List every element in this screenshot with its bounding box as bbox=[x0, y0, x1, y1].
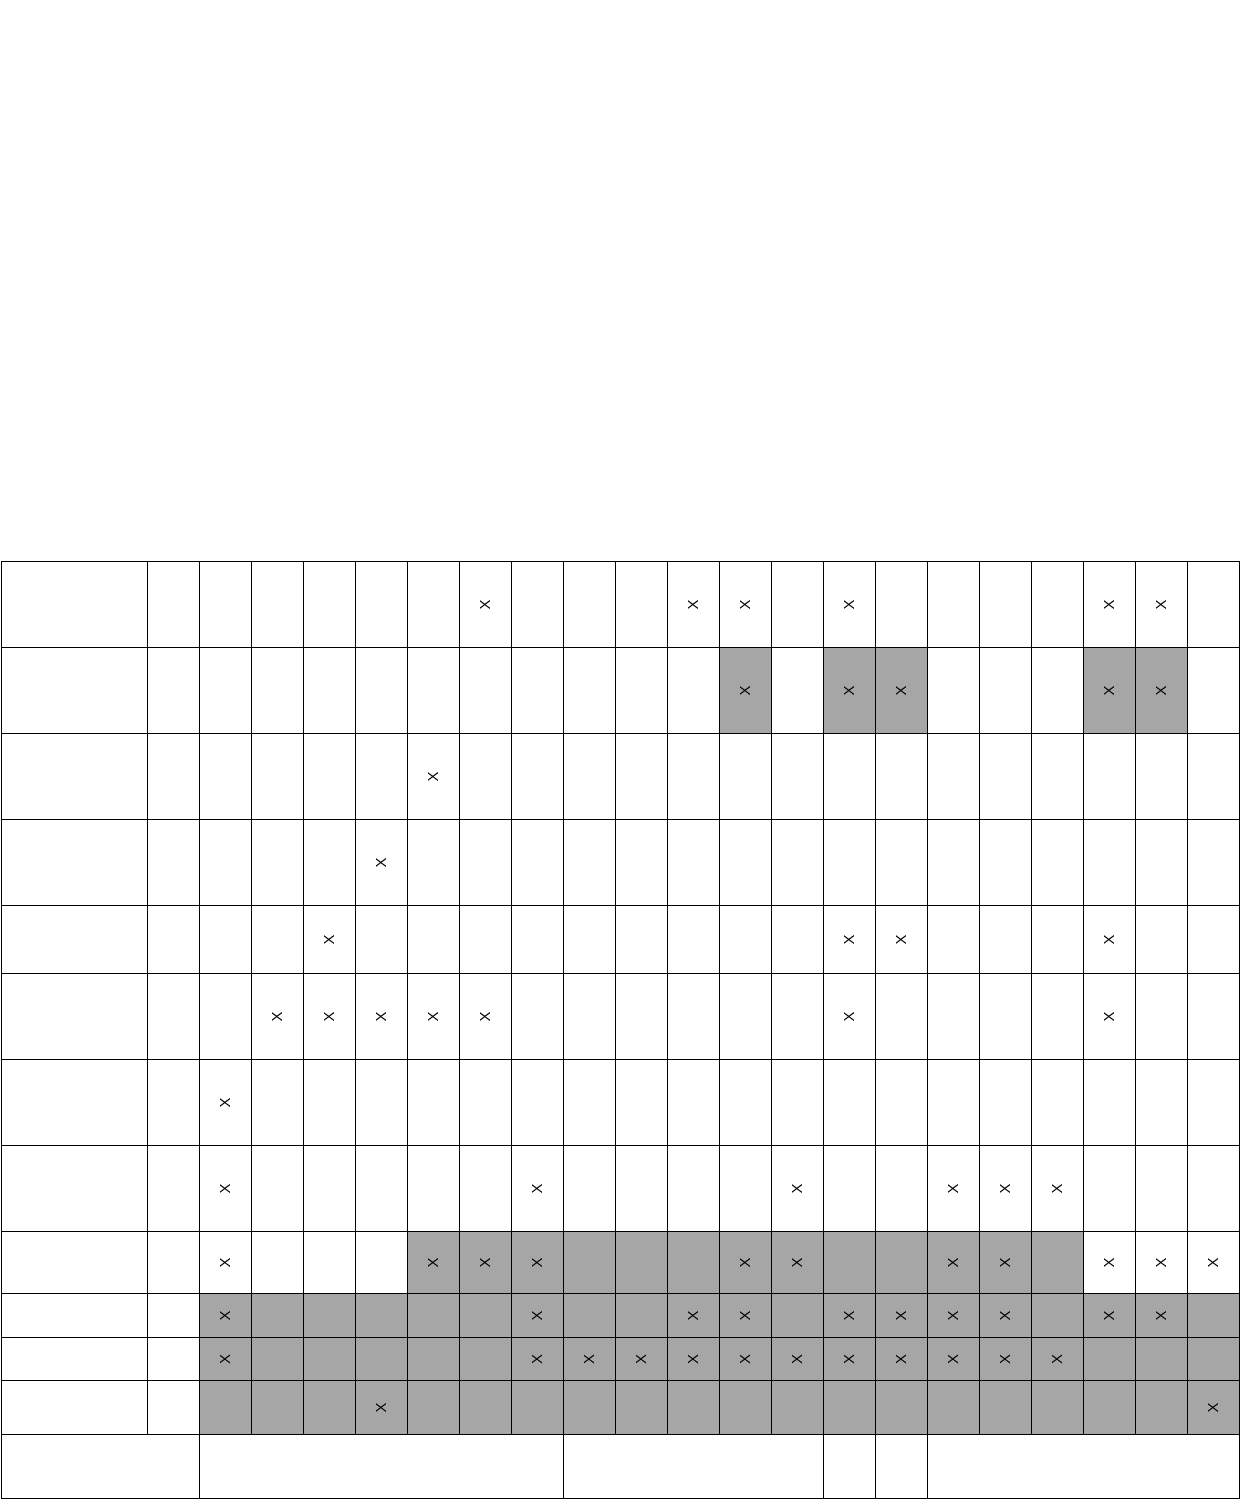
permitted-use-text bbox=[2, 1232, 148, 1294]
permission-cell bbox=[616, 1381, 668, 1435]
permission-cell bbox=[1188, 906, 1240, 974]
permission-mark: X bbox=[720, 648, 772, 734]
permission-mark: X bbox=[928, 1338, 980, 1381]
permission-cell bbox=[616, 562, 668, 648]
permission-cell bbox=[252, 1338, 304, 1381]
permission-cell bbox=[252, 1146, 304, 1232]
permission-cell bbox=[304, 1294, 356, 1338]
permission-mark: X bbox=[512, 1338, 564, 1381]
permission-cell bbox=[1188, 820, 1240, 906]
permission-mark: X bbox=[200, 1060, 252, 1146]
permission-cell bbox=[512, 734, 564, 820]
permission-cell bbox=[1188, 1338, 1240, 1381]
permission-cell bbox=[304, 1232, 356, 1294]
permission-cell bbox=[1136, 734, 1188, 820]
permission-cell bbox=[200, 562, 252, 648]
permission-cell bbox=[408, 1294, 460, 1338]
permitted-use-text bbox=[2, 648, 148, 734]
permission-cell bbox=[1136, 1060, 1188, 1146]
permission-cell bbox=[304, 562, 356, 648]
permission-mark: X bbox=[408, 1232, 460, 1294]
permitted-use-text bbox=[2, 734, 148, 820]
permission-cell bbox=[980, 906, 1032, 974]
permission-cell bbox=[408, 1381, 460, 1435]
permission-cell bbox=[980, 1060, 1032, 1146]
permission-cell bbox=[772, 734, 824, 820]
permission-mark: X bbox=[772, 1338, 824, 1381]
permission-cell bbox=[876, 820, 928, 906]
permission-mark: X bbox=[408, 974, 460, 1060]
permission-mark: X bbox=[1084, 648, 1136, 734]
row-number bbox=[148, 906, 200, 974]
permission-cell bbox=[252, 1294, 304, 1338]
permission-cell bbox=[1084, 734, 1136, 820]
permission-cell bbox=[304, 1381, 356, 1435]
permission-mark: X bbox=[824, 1294, 876, 1338]
permission-mark: X bbox=[1136, 562, 1188, 648]
permission-cell bbox=[668, 1232, 720, 1294]
row-number bbox=[148, 1232, 200, 1294]
permission-cell bbox=[564, 820, 616, 906]
permission-cell bbox=[1188, 734, 1240, 820]
permission-cell bbox=[1136, 1338, 1188, 1381]
permission-cell bbox=[772, 562, 824, 648]
permission-cell bbox=[356, 1146, 408, 1232]
permission-mark: X bbox=[1084, 906, 1136, 974]
permission-cell bbox=[616, 1232, 668, 1294]
permission-cell bbox=[1188, 1060, 1240, 1146]
permission-mark: X bbox=[928, 1146, 980, 1232]
permission-cell bbox=[564, 562, 616, 648]
permission-cell bbox=[460, 1381, 512, 1435]
permission-mark: X bbox=[1136, 1294, 1188, 1338]
permission-cell bbox=[616, 906, 668, 974]
permitted-uses-table bbox=[1, 561, 1240, 1499]
agency-column-header bbox=[2, 1435, 200, 1499]
permission-cell bbox=[1084, 1146, 1136, 1232]
permission-cell bbox=[668, 906, 720, 974]
permission-mark: X bbox=[512, 1232, 564, 1294]
permission-cell bbox=[616, 820, 668, 906]
permission-mark: X bbox=[824, 648, 876, 734]
permission-cell bbox=[252, 1232, 304, 1294]
permission-cell bbox=[356, 1294, 408, 1338]
permission-cell bbox=[512, 1060, 564, 1146]
permission-cell bbox=[1032, 734, 1084, 820]
permission-cell bbox=[1032, 974, 1084, 1060]
permission-mark: X bbox=[1084, 1294, 1136, 1338]
permission-cell bbox=[1188, 648, 1240, 734]
permission-cell bbox=[1188, 1294, 1240, 1338]
permission-cell bbox=[1032, 1060, 1084, 1146]
row-number bbox=[148, 734, 200, 820]
permission-cell bbox=[616, 974, 668, 1060]
permission-cell bbox=[252, 734, 304, 820]
permission-cell bbox=[616, 1060, 668, 1146]
permission-mark: X bbox=[616, 1338, 668, 1381]
permission-cell bbox=[460, 1338, 512, 1381]
permission-mark: X bbox=[1136, 648, 1188, 734]
agency-name-cell bbox=[928, 1435, 1240, 1499]
permission-mark: X bbox=[200, 1338, 252, 1381]
permitted-use-text bbox=[2, 1146, 148, 1232]
permission-mark: X bbox=[1032, 1146, 1084, 1232]
permission-cell bbox=[928, 906, 980, 974]
permission-cell bbox=[772, 1060, 824, 1146]
permission-cell bbox=[356, 906, 408, 974]
permission-cell bbox=[928, 648, 980, 734]
permission-cell bbox=[1032, 1381, 1084, 1435]
permitted-use-text bbox=[2, 1060, 148, 1146]
permission-mark: X bbox=[200, 1146, 252, 1232]
permission-mark: X bbox=[512, 1146, 564, 1232]
permission-cell bbox=[512, 648, 564, 734]
permission-cell bbox=[772, 974, 824, 1060]
permission-mark: X bbox=[720, 1338, 772, 1381]
permission-cell bbox=[616, 1294, 668, 1338]
permission-cell bbox=[1032, 906, 1084, 974]
permission-cell bbox=[252, 562, 304, 648]
permission-cell bbox=[1084, 820, 1136, 906]
permission-mark: X bbox=[304, 974, 356, 1060]
permission-mark: X bbox=[720, 562, 772, 648]
permission-cell bbox=[356, 1232, 408, 1294]
permission-mark: X bbox=[408, 734, 460, 820]
permission-cell bbox=[200, 974, 252, 1060]
permission-mark: X bbox=[1032, 1338, 1084, 1381]
permission-cell bbox=[824, 1381, 876, 1435]
permission-cell bbox=[824, 1146, 876, 1232]
agency-name-cell bbox=[824, 1435, 876, 1499]
permission-mark: X bbox=[772, 1232, 824, 1294]
permission-cell bbox=[876, 1232, 928, 1294]
permission-cell bbox=[668, 820, 720, 906]
permission-mark: X bbox=[356, 1381, 408, 1435]
permission-cell bbox=[1188, 974, 1240, 1060]
permitted-use-text bbox=[2, 1294, 148, 1338]
permission-cell bbox=[356, 648, 408, 734]
permission-mark: X bbox=[720, 1232, 772, 1294]
permission-cell bbox=[720, 1381, 772, 1435]
permission-cell bbox=[720, 906, 772, 974]
permission-cell bbox=[824, 1232, 876, 1294]
permission-cell bbox=[408, 1338, 460, 1381]
permission-cell bbox=[772, 820, 824, 906]
permission-mark: X bbox=[460, 974, 512, 1060]
permission-cell bbox=[720, 1146, 772, 1232]
permission-cell bbox=[772, 1381, 824, 1435]
permission-mark: X bbox=[876, 1294, 928, 1338]
permission-cell bbox=[772, 1294, 824, 1338]
permission-cell bbox=[460, 906, 512, 974]
permission-cell bbox=[252, 906, 304, 974]
permission-mark: X bbox=[668, 1294, 720, 1338]
permitted-use-text bbox=[2, 974, 148, 1060]
permission-cell bbox=[564, 974, 616, 1060]
permission-cell bbox=[876, 1146, 928, 1232]
permission-cell bbox=[200, 648, 252, 734]
permission-cell bbox=[1032, 820, 1084, 906]
row-number bbox=[148, 1294, 200, 1338]
permission-cell bbox=[304, 648, 356, 734]
permission-cell bbox=[1136, 1381, 1188, 1435]
permission-mark: X bbox=[772, 1146, 824, 1232]
permission-cell bbox=[772, 648, 824, 734]
permission-cell bbox=[304, 820, 356, 906]
permission-mark: X bbox=[356, 974, 408, 1060]
permission-cell bbox=[356, 562, 408, 648]
permission-mark: X bbox=[720, 1294, 772, 1338]
permission-cell bbox=[304, 1338, 356, 1381]
permission-cell bbox=[1084, 1381, 1136, 1435]
permission-mark: X bbox=[928, 1232, 980, 1294]
permission-cell bbox=[460, 648, 512, 734]
agency-name-cell bbox=[564, 1435, 824, 1499]
permission-cell bbox=[928, 974, 980, 1060]
permission-cell bbox=[772, 906, 824, 974]
permission-cell bbox=[928, 820, 980, 906]
permission-mark: X bbox=[876, 906, 928, 974]
permission-cell bbox=[1032, 562, 1084, 648]
permission-cell bbox=[720, 820, 772, 906]
permission-cell bbox=[200, 820, 252, 906]
permission-mark: X bbox=[928, 1294, 980, 1338]
permission-cell bbox=[668, 1146, 720, 1232]
permission-cell bbox=[408, 562, 460, 648]
permission-cell bbox=[408, 820, 460, 906]
permission-mark: X bbox=[356, 820, 408, 906]
permission-cell bbox=[824, 1060, 876, 1146]
permission-mark: X bbox=[200, 1232, 252, 1294]
permission-cell bbox=[356, 1060, 408, 1146]
permission-cell bbox=[1136, 974, 1188, 1060]
permission-cell bbox=[564, 1232, 616, 1294]
permission-mark: X bbox=[668, 1338, 720, 1381]
permission-mark: X bbox=[512, 1294, 564, 1338]
row-number bbox=[148, 648, 200, 734]
permission-mark: X bbox=[980, 1232, 1032, 1294]
row-number bbox=[148, 1381, 200, 1435]
permission-cell bbox=[1188, 562, 1240, 648]
permission-cell bbox=[460, 1294, 512, 1338]
permission-cell bbox=[824, 820, 876, 906]
permission-cell bbox=[928, 734, 980, 820]
permission-cell bbox=[876, 974, 928, 1060]
agency-name-cell bbox=[200, 1435, 564, 1499]
permission-cell bbox=[876, 734, 928, 820]
permission-cell bbox=[616, 1146, 668, 1232]
permission-cell bbox=[668, 1060, 720, 1146]
permission-mark: X bbox=[200, 1294, 252, 1338]
permission-cell bbox=[720, 734, 772, 820]
row-number bbox=[148, 974, 200, 1060]
permission-cell bbox=[980, 1381, 1032, 1435]
permission-mark: X bbox=[1084, 562, 1136, 648]
permission-cell bbox=[564, 1146, 616, 1232]
permission-mark: X bbox=[824, 974, 876, 1060]
permission-cell bbox=[1188, 1146, 1240, 1232]
permission-cell bbox=[1084, 1060, 1136, 1146]
permission-mark: X bbox=[980, 1338, 1032, 1381]
permission-cell bbox=[980, 974, 1032, 1060]
permission-cell bbox=[304, 734, 356, 820]
row-number bbox=[148, 1060, 200, 1146]
permission-mark: X bbox=[1188, 1381, 1240, 1435]
agency-name-cell bbox=[876, 1435, 928, 1499]
permitted-use-text bbox=[2, 562, 148, 648]
permission-cell bbox=[720, 974, 772, 1060]
permission-cell bbox=[824, 734, 876, 820]
permission-mark: X bbox=[564, 1338, 616, 1381]
permission-cell bbox=[408, 1060, 460, 1146]
permission-mark: X bbox=[1188, 1232, 1240, 1294]
permission-mark: X bbox=[1136, 1232, 1188, 1294]
permission-mark: X bbox=[824, 906, 876, 974]
permission-cell bbox=[564, 1060, 616, 1146]
permission-cell bbox=[200, 1381, 252, 1435]
permission-cell bbox=[616, 734, 668, 820]
permission-cell bbox=[1136, 1146, 1188, 1232]
permission-cell bbox=[980, 820, 1032, 906]
permission-mark: X bbox=[876, 648, 928, 734]
permission-cell bbox=[668, 1381, 720, 1435]
row-number bbox=[148, 562, 200, 648]
permission-cell bbox=[876, 562, 928, 648]
permission-cell bbox=[564, 906, 616, 974]
permission-cell bbox=[460, 1060, 512, 1146]
permission-cell bbox=[1032, 648, 1084, 734]
permission-cell bbox=[928, 1060, 980, 1146]
permission-mark: X bbox=[460, 562, 512, 648]
permission-cell bbox=[668, 734, 720, 820]
permission-cell bbox=[720, 1060, 772, 1146]
permission-cell bbox=[876, 1381, 928, 1435]
permission-cell bbox=[200, 906, 252, 974]
permission-mark: X bbox=[668, 562, 720, 648]
permission-cell bbox=[408, 648, 460, 734]
permission-cell bbox=[564, 1294, 616, 1338]
permission-cell bbox=[408, 906, 460, 974]
permission-cell bbox=[252, 1060, 304, 1146]
permission-cell bbox=[668, 974, 720, 1060]
permission-cell bbox=[512, 974, 564, 1060]
permission-mark: X bbox=[1084, 1232, 1136, 1294]
permission-mark: X bbox=[980, 1146, 1032, 1232]
permission-cell bbox=[304, 1146, 356, 1232]
permission-cell bbox=[200, 734, 252, 820]
permission-cell bbox=[1136, 906, 1188, 974]
permission-cell bbox=[564, 1381, 616, 1435]
permitted-use-text bbox=[2, 1338, 148, 1381]
permission-cell bbox=[564, 734, 616, 820]
permission-mark: X bbox=[304, 906, 356, 974]
permission-cell bbox=[460, 734, 512, 820]
row-number bbox=[148, 1338, 200, 1381]
permission-cell bbox=[356, 1338, 408, 1381]
permission-cell bbox=[928, 1381, 980, 1435]
permitted-use-text bbox=[2, 906, 148, 974]
permission-cell bbox=[1032, 1294, 1084, 1338]
permission-cell bbox=[1084, 1338, 1136, 1381]
row-number bbox=[148, 1146, 200, 1232]
permission-cell bbox=[356, 734, 408, 820]
permission-cell bbox=[1032, 1232, 1084, 1294]
permission-cell bbox=[460, 820, 512, 906]
permitted-use-text bbox=[2, 1381, 148, 1435]
row-number bbox=[148, 820, 200, 906]
permission-cell bbox=[616, 648, 668, 734]
permission-cell bbox=[1136, 820, 1188, 906]
permission-mark: X bbox=[252, 974, 304, 1060]
permission-cell bbox=[980, 648, 1032, 734]
permission-mark: X bbox=[876, 1338, 928, 1381]
permission-mark: X bbox=[1084, 974, 1136, 1060]
permission-cell bbox=[668, 648, 720, 734]
permission-cell bbox=[512, 1381, 564, 1435]
permission-cell bbox=[252, 1381, 304, 1435]
permission-cell bbox=[512, 906, 564, 974]
permission-cell bbox=[980, 562, 1032, 648]
permission-cell bbox=[512, 820, 564, 906]
permission-cell bbox=[512, 562, 564, 648]
permission-cell bbox=[460, 1146, 512, 1232]
permission-cell bbox=[980, 734, 1032, 820]
permission-cell bbox=[252, 648, 304, 734]
permission-cell bbox=[304, 1060, 356, 1146]
permitted-use-text bbox=[2, 820, 148, 906]
permission-mark: X bbox=[824, 1338, 876, 1381]
permission-cell bbox=[408, 1146, 460, 1232]
permission-mark: X bbox=[460, 1232, 512, 1294]
permission-cell bbox=[564, 648, 616, 734]
permission-mark: X bbox=[824, 562, 876, 648]
permission-cell bbox=[876, 1060, 928, 1146]
permission-mark: X bbox=[980, 1294, 1032, 1338]
permission-cell bbox=[928, 562, 980, 648]
permission-cell bbox=[252, 820, 304, 906]
